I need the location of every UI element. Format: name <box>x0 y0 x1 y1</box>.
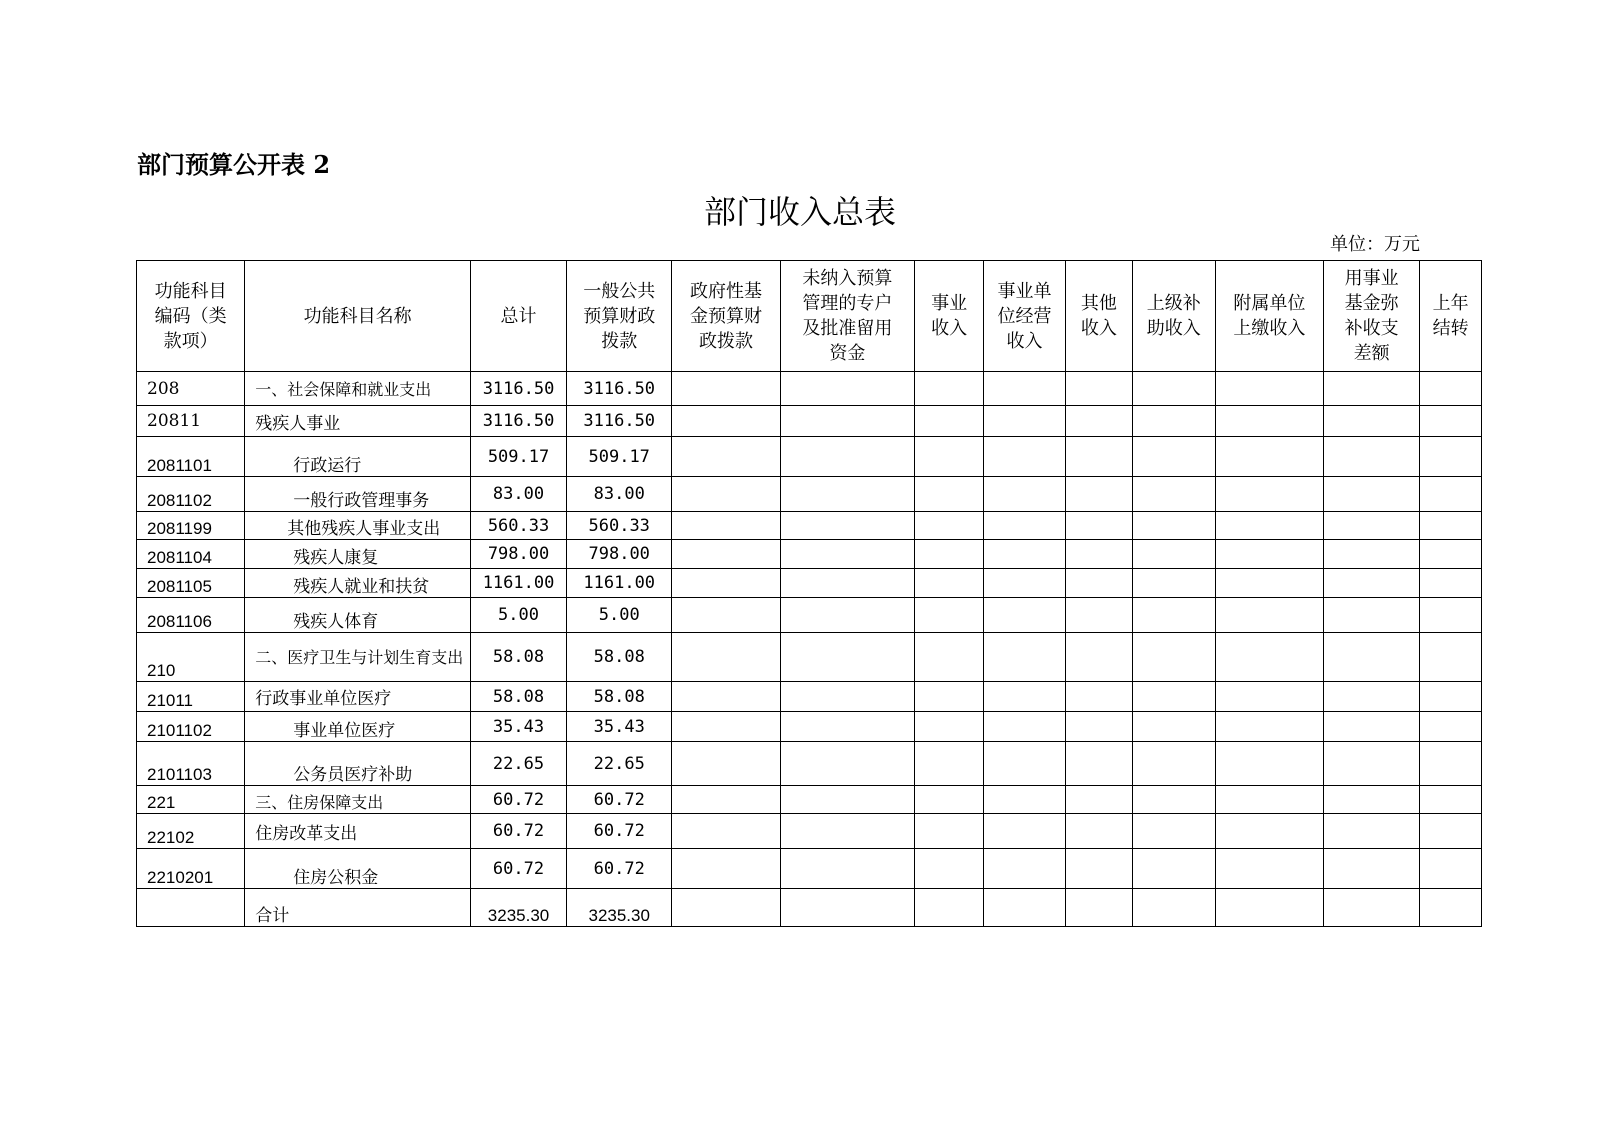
row-name: 残疾人就业和扶贫 <box>245 569 471 598</box>
row-code: 2081106 <box>137 598 245 633</box>
header-label: 上年 结转 <box>1432 293 1469 339</box>
table-row <box>137 437 1482 477</box>
header-special-account <box>780 261 915 372</box>
row-total: 1161.00 <box>470 569 566 598</box>
header-label: 用事业 基金弥 补收支 差额 <box>1344 268 1399 364</box>
row-code: 2210201 <box>137 849 245 889</box>
row-name: 住房改革支出 <box>245 814 471 849</box>
header-business-income <box>915 261 984 372</box>
header-label: 功能科目名称 <box>303 305 412 327</box>
header-label: 事业 收入 <box>931 293 968 339</box>
row-general-budget: 35.43 <box>567 712 672 742</box>
row-general-budget: 3116.50 <box>567 406 672 437</box>
row-total: 3116.50 <box>470 406 566 437</box>
row-total: 60.72 <box>470 814 566 849</box>
table-row <box>137 406 1482 437</box>
row-total: 58.08 <box>470 633 566 682</box>
header-label: 总计 <box>500 305 537 327</box>
table-row <box>137 742 1482 786</box>
row-code: 221 <box>137 786 245 814</box>
row-code: 208 <box>137 372 245 406</box>
header-fund-offset <box>1324 261 1420 372</box>
row-name: 事业单位医疗 <box>245 712 471 742</box>
row-code: 2101102 <box>137 712 245 742</box>
row-code <box>137 889 245 927</box>
header-name <box>245 261 471 372</box>
table-row <box>137 540 1482 569</box>
table-row <box>137 712 1482 742</box>
table-row <box>137 372 1482 406</box>
header-affiliate-income <box>1215 261 1323 372</box>
table-row <box>137 569 1482 598</box>
table-row <box>137 477 1482 512</box>
row-total: 5.00 <box>470 598 566 633</box>
table-row <box>137 512 1482 540</box>
header-gov-fund <box>672 261 780 372</box>
row-general-budget: 509.17 <box>567 437 672 477</box>
header-label: 一般公共 预算财政 拨款 <box>583 280 656 352</box>
document-label: 部门预算公开表 2 <box>137 150 331 179</box>
header-label: 上级补 助收入 <box>1146 293 1201 339</box>
row-name: 残疾人康复 <box>245 540 471 569</box>
row-name: 二、医疗卫生与计划生育支出 <box>245 633 471 682</box>
header-label: 功能科目 编码（类 款项） <box>154 280 227 352</box>
row-total: 798.00 <box>470 540 566 569</box>
header-operating-income <box>984 261 1066 372</box>
row-name: 一般行政管理事务 <box>245 477 471 512</box>
row-general-budget: 22.65 <box>567 742 672 786</box>
header-label: 政府性基 金预算财 政拨款 <box>689 280 762 352</box>
row-name: 残疾人体育 <box>245 598 471 633</box>
row-general-budget: 5.00 <box>567 598 672 633</box>
table-row <box>137 598 1482 633</box>
header-carryover <box>1420 261 1482 372</box>
row-total: 35.43 <box>470 712 566 742</box>
header-label: 其他 收入 <box>1080 293 1117 339</box>
header-label: 附属单位 上缴收入 <box>1233 293 1306 339</box>
row-total: 58.08 <box>470 682 566 712</box>
header-label: 事业单 位经营 收入 <box>997 280 1052 352</box>
row-general-budget: 1161.00 <box>567 569 672 598</box>
row-general-budget: 60.72 <box>567 786 672 814</box>
row-total: 3235.30 <box>470 889 566 927</box>
row-general-budget: 83.00 <box>567 477 672 512</box>
row-name: 合计 <box>245 889 471 927</box>
header-label: 未纳入预算 管理的专户 及批准留用 资金 <box>802 268 893 364</box>
table-row <box>137 682 1482 712</box>
document-title: 部门收入总表 <box>703 193 896 231</box>
header-general-budget <box>567 261 672 372</box>
row-code: 20811 <box>137 406 245 437</box>
row-general-budget: 560.33 <box>567 512 672 540</box>
row-name: 行政事业单位医疗 <box>245 682 471 712</box>
header-total <box>470 261 566 372</box>
row-general-budget: 60.72 <box>567 849 672 889</box>
row-name: 三、住房保障支出 <box>245 786 471 814</box>
row-general-budget: 58.08 <box>567 633 672 682</box>
table-row <box>137 633 1482 682</box>
row-general-budget: 798.00 <box>567 540 672 569</box>
row-code: 210 <box>137 633 245 682</box>
unit-label: 单位：万元 <box>1330 234 1420 255</box>
row-total: 83.00 <box>470 477 566 512</box>
row-total: 560.33 <box>470 512 566 540</box>
row-general-budget: 60.72 <box>567 814 672 849</box>
row-code: 2081102 <box>137 477 245 512</box>
row-name: 一、社会保障和就业支出 <box>245 372 471 406</box>
table-row <box>137 786 1482 814</box>
table-row <box>137 849 1482 889</box>
row-general-budget: 3116.50 <box>567 372 672 406</box>
row-name: 公务员医疗补助 <box>245 742 471 786</box>
row-total: 60.72 <box>470 786 566 814</box>
row-name: 住房公积金 <box>245 849 471 889</box>
row-general-budget: 3235.30 <box>567 889 672 927</box>
table-row <box>137 814 1482 849</box>
row-total: 509.17 <box>470 437 566 477</box>
row-code: 22102 <box>137 814 245 849</box>
row-total: 3116.50 <box>470 372 566 406</box>
row-code: 2081104 <box>137 540 245 569</box>
header-row <box>137 261 1482 372</box>
row-name: 行政运行 <box>245 437 471 477</box>
income-summary-table <box>136 260 1482 927</box>
row-total: 22.65 <box>470 742 566 786</box>
row-code: 2081101 <box>137 437 245 477</box>
header-other-income <box>1066 261 1133 372</box>
row-total: 60.72 <box>470 849 566 889</box>
header-code <box>137 261 245 372</box>
row-code: 21011 <box>137 682 245 712</box>
row-code: 2101103 <box>137 742 245 786</box>
total-row <box>137 889 1482 927</box>
row-general-budget: 58.08 <box>567 682 672 712</box>
row-name: 其他残疾人事业支出 <box>245 512 471 540</box>
header-superior-subsidy <box>1132 261 1215 372</box>
row-name: 残疾人事业 <box>245 406 471 437</box>
row-code: 2081199 <box>137 512 245 540</box>
row-code: 2081105 <box>137 569 245 598</box>
